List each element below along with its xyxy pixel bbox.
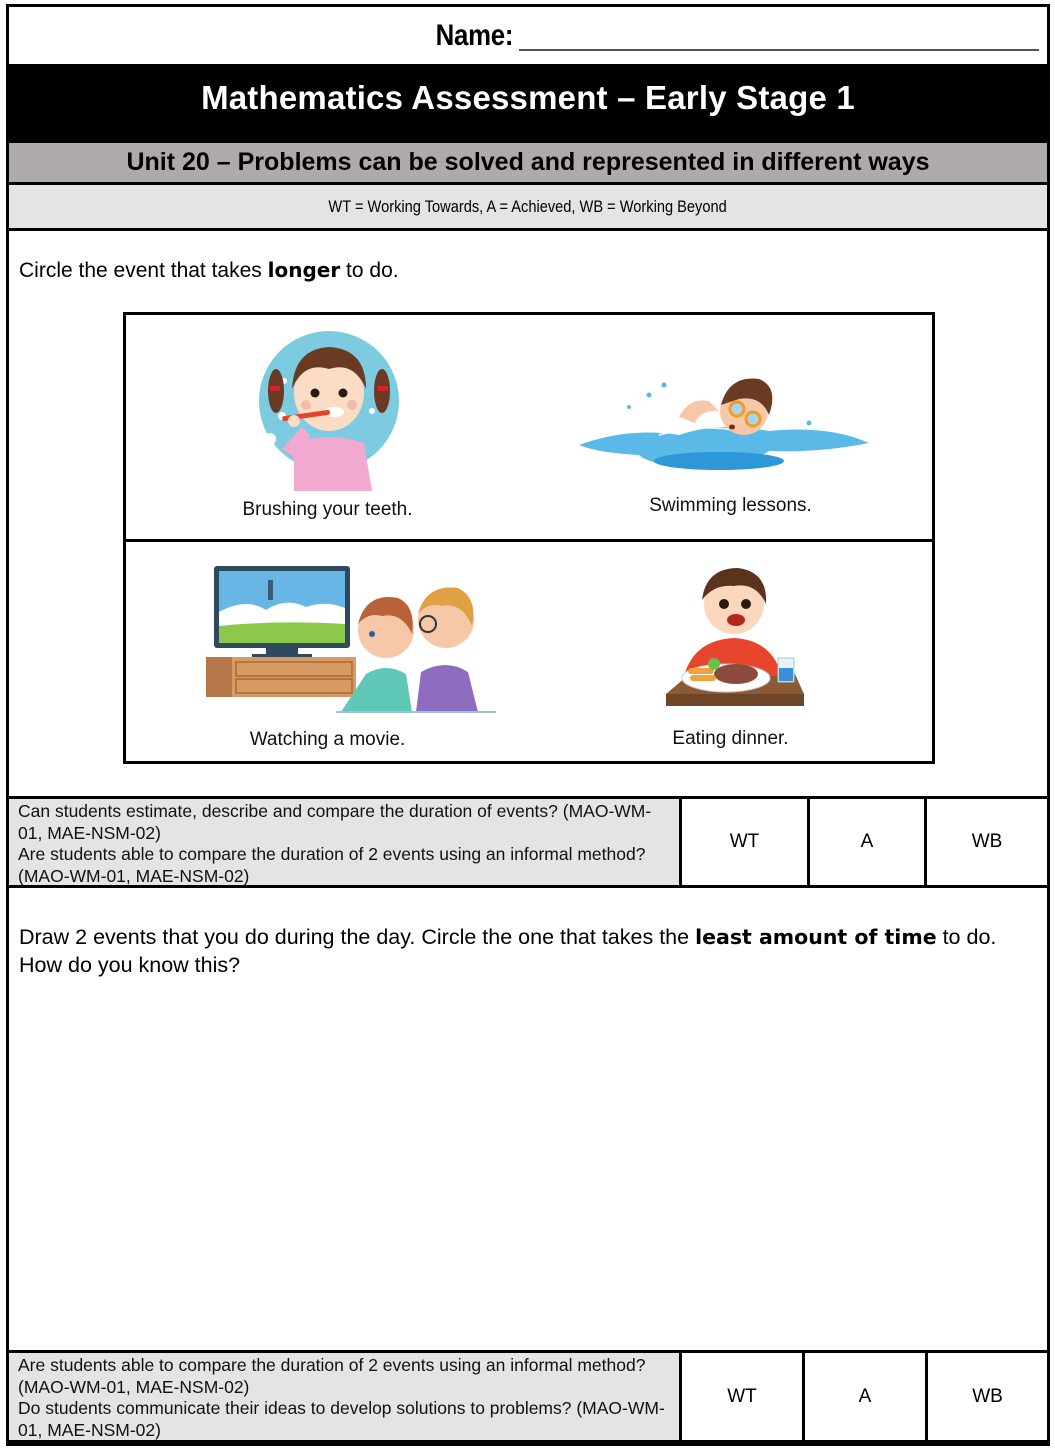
boy-swimming-icon (569, 365, 879, 475)
option-swimming-lessons[interactable] (529, 315, 932, 539)
option-caption: Swimming lessons. (649, 495, 812, 516)
prompt-text: Circle the event that takes (19, 259, 268, 282)
option-caption: Eating dinner. (672, 728, 789, 749)
criterion: Do students communicate their ideas to develop solutions to problems? (MAO-WM-01, MAE-NSM-02) (18, 1398, 665, 1440)
grade-a-button[interactable]: A (807, 799, 924, 885)
girl-brushing-teeth-icon (254, 331, 404, 491)
unit-bar (9, 143, 1047, 185)
grade-legend-bar (9, 185, 1047, 231)
option-brushing-teeth[interactable] (126, 315, 529, 539)
grade-wb-button[interactable]: WB (925, 1353, 1047, 1440)
criterion: Are students able to compare the duration of 2 events using an informal method? (MAO-WM-01, MAE-NSM-02) (18, 1355, 646, 1397)
question-2-prompt (19, 923, 1044, 979)
prompt-text: to do. How do you know this? (19, 925, 997, 977)
page-title: Mathematics Assessment – Early Stage 1 (201, 78, 855, 116)
boy-eating-dinner-icon (654, 554, 814, 714)
name-input-line[interactable] (519, 21, 1039, 51)
question-1-prompt (19, 258, 399, 283)
criterion: Can students estimate, describe and compare the duration of events? (MAO-WM-01, MAE-NSM-02) (18, 801, 652, 843)
prompt-text: to do. (340, 259, 399, 282)
criterion: Are students able to compare the duration of 2 events using an informal method? (MAO-WM-01, MAE-NSM-02) (18, 844, 646, 886)
unit-title: Unit 20 – Problems can be solved and represented in different ways (126, 148, 930, 176)
prompt-text: Draw 2 events that you do during the day. Circle the one that takes the (19, 925, 696, 949)
event-picture-grid (123, 312, 935, 764)
name-row (9, 7, 1047, 65)
grade-wt-button[interactable]: WT (679, 1353, 802, 1440)
question-2-assessment-row (9, 1350, 1047, 1443)
title-bar (9, 64, 1047, 143)
grade-wb-button[interactable]: WB (924, 799, 1047, 885)
question-1-assessment-row (9, 796, 1047, 888)
assessment-criteria (9, 799, 679, 885)
option-caption: Watching a movie. (249, 729, 406, 750)
grade-a-button[interactable]: A (802, 1353, 925, 1440)
option-caption: Brushing your teeth. (242, 499, 413, 520)
option-eating-dinner[interactable] (529, 542, 932, 766)
prompt-emphasis: least amount of time (695, 925, 937, 949)
name-label: Name: (435, 19, 513, 52)
option-watching-movie[interactable] (126, 542, 529, 766)
assessment-criteria (9, 1353, 679, 1440)
grade-legend: WT = Working Towards, A = Achieved, WB = Working Beyond (328, 196, 728, 216)
assessment-sheet (6, 4, 1050, 1446)
drawing-area[interactable] (9, 982, 1047, 1350)
prompt-emphasis: longer (267, 258, 341, 282)
grade-wt-button[interactable]: WT (679, 799, 807, 885)
kids-watching-tv-icon (206, 562, 506, 714)
